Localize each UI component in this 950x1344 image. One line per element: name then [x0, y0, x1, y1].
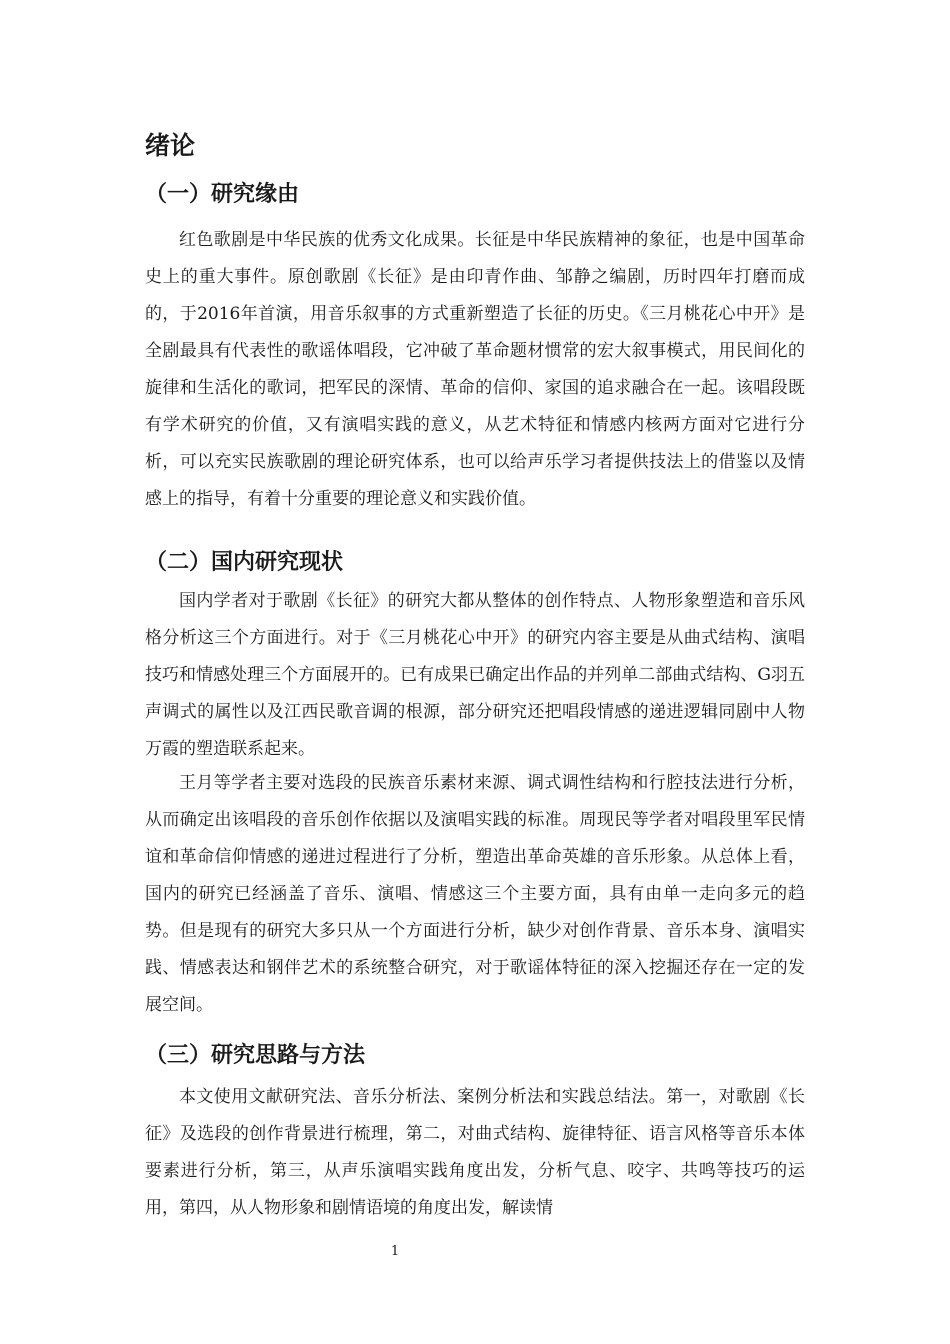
section-heading-domestic-research: （二）国内研究现状: [145, 550, 344, 575]
section-heading-methods: （三）研究思路与方法: [145, 1043, 366, 1068]
paragraph-research-reason: 红色歌剧是中华民族的优秀文化成果。长征是中华民族精神的象征，也是中国革命史上的重大事件。原创歌剧《长征》是由印青作曲、邹静之编剧，历时四年打磨而成的，于2016年首演，用音乐叙事的方式重新塑造了长征的历史。《三月桃花心中开》是全剧最具有代表性的歌谣体唱段，它冲破了革命题材惯常的宏大叙事模式，用民间化的旋律和生活化的歌词，把军民的深情、革命的信仰、家国的追求融合在一起。该唱段既有学术研究的价值，又有演唱实践的意义，从艺术特征和情感内核两方面对它进行分析，可以充实民族歌剧的理论研究体系，也可以给声乐学习者提供技法上的借鉴以及情感上的指导，有着十分重要的理论意义和实践价值。: [145, 230, 805, 509]
paragraph-domestic-research-1: 国内学者对于歌剧《长征》的研究大都从整体的创作特点、人物形象塑造和音乐风格分析这三个方面进行。对于《三月桃花心中开》的研究内容主要是从曲式结构、演唱技巧和情感处理三个方面展开的。已有成果已确定出作品的并列单二部曲式结构、G羽五声调式的属性以及江西民歌音调的根源，部分研究还把唱段情感的递进逻辑同剧中人物万霞的塑造联系起来。: [145, 591, 805, 759]
paragraph-methods: 本文使用文献研究法、音乐分析法、案例分析法和实践总结法。第一，对歌剧《长征》及选段的创作背景进行梳理，第二，对曲式结构、旋律特征、语言风格等音乐本体要素进行分析，第三，从声乐演唱实践角度出发，分析气息、咬字、共鸣等技巧的运用，第四，从人物形象和剧情语境的角度出发，解读情: [145, 1087, 805, 1218]
paragraph-domestic-research-2: 王月等学者主要对选段的民族音乐素材来源、调式调性结构和行腔技法进行分析，从而确定出该唱段的音乐创作依据以及演唱实践的标准。周现民等学者对唱段里军民情谊和革命信仰情感的递进过程进行了分析，塑造出革命英雄的音乐形象。从总体上看，国内的研究已经涵盖了音乐、演唱、情感这三个主要方面，具有由单一走向多元的趋势。但是现有的研究大多只从一个方面进行分析，缺少对创作背景、音乐本身、演唱实践、情感表达和钢伴艺术的系统整合研究，对于歌谣体特征的深入挖掘还存在一定的发展空间。: [145, 773, 805, 1015]
page-number: 1: [390, 1244, 400, 1259]
document-title: 绪论: [145, 131, 196, 160]
section-heading-research-reason: （一）研究缘由: [145, 182, 300, 207]
